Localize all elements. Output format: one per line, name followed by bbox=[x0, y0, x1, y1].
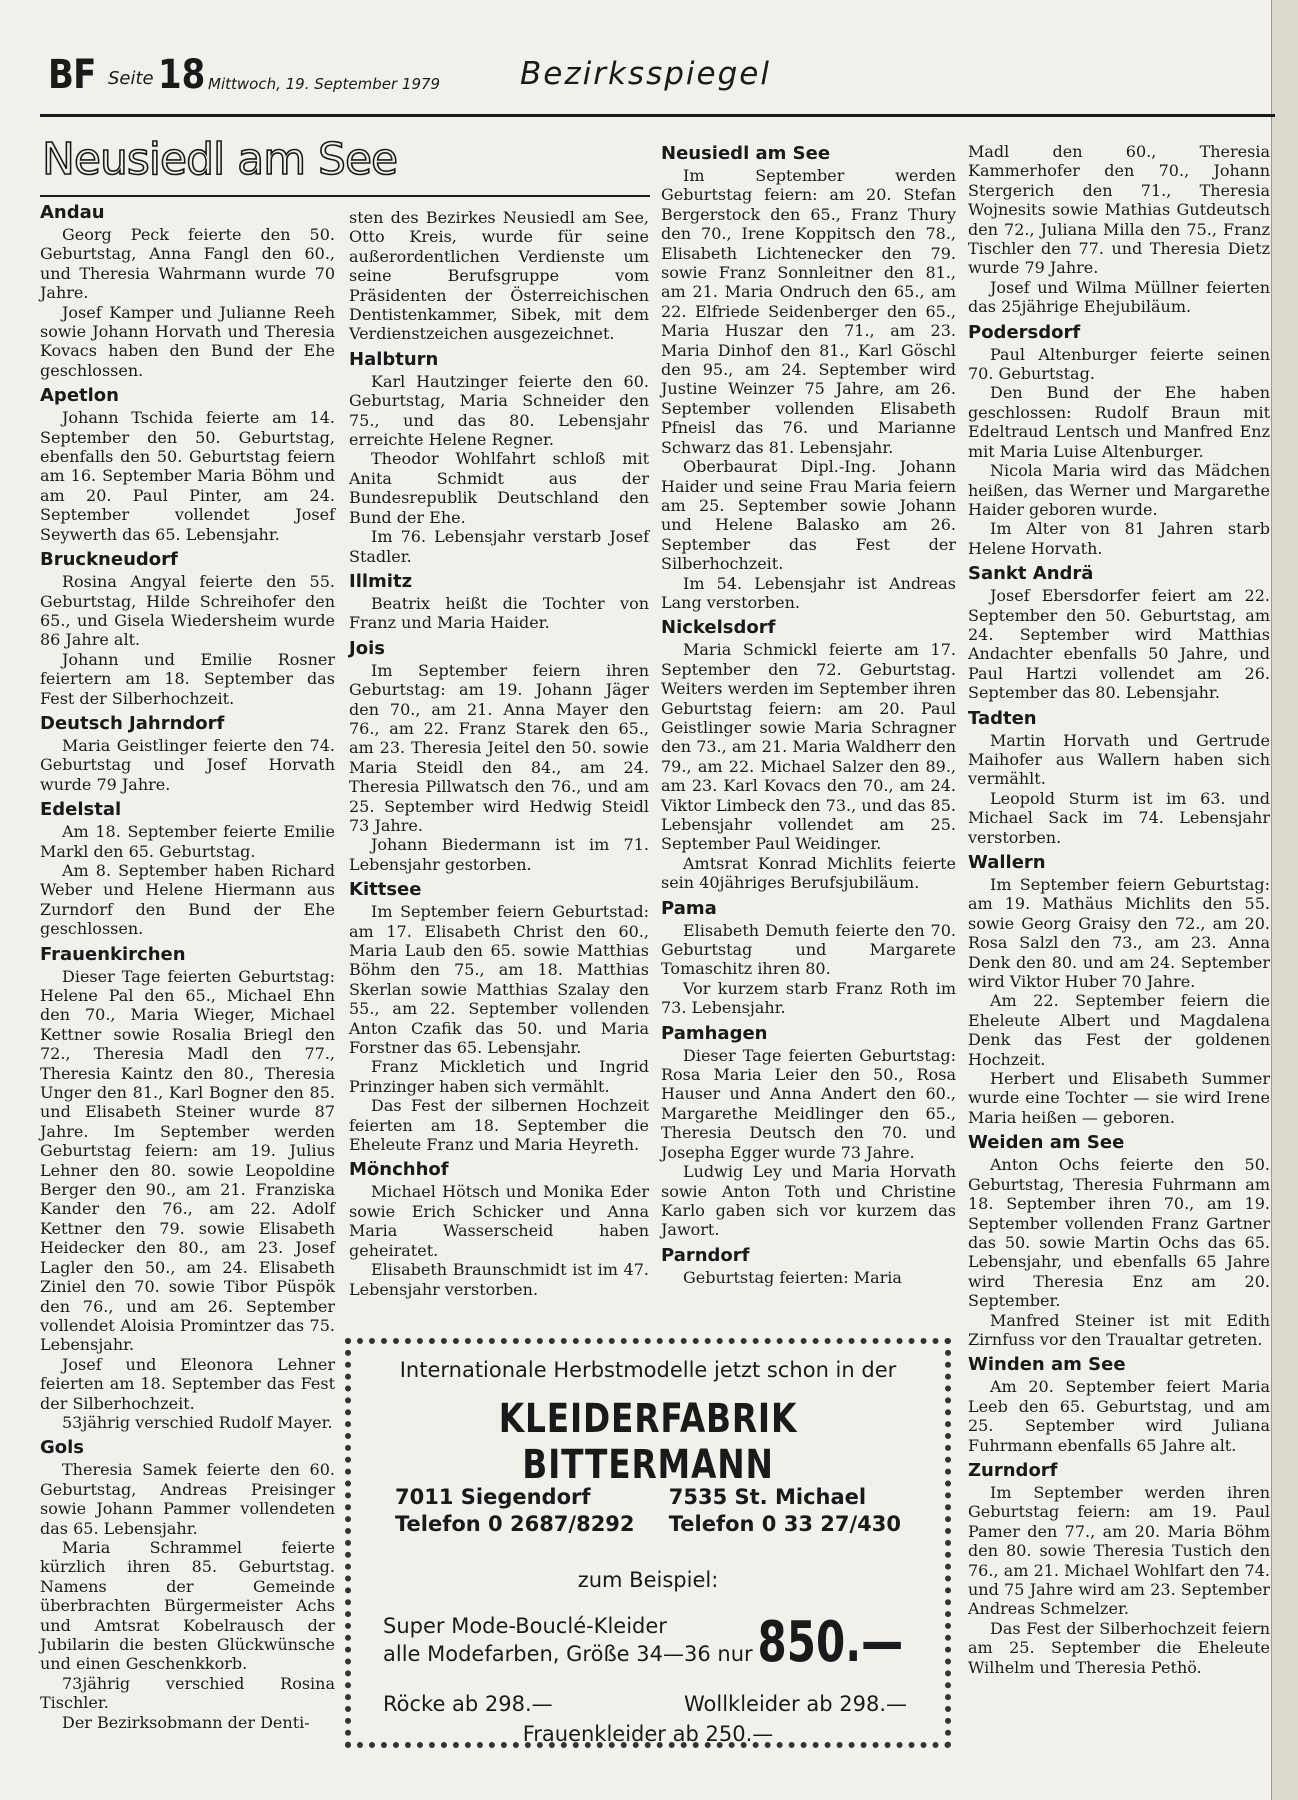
news-paragraph: Im Alter von 81 Jahren starb Helene Horvath. bbox=[968, 519, 1270, 558]
paper-logo: BF bbox=[48, 52, 96, 98]
news-paragraph: Oberbaurat Dipl.-Ing. Johann Haider und seine Frau Maria feiern am 25. September sowie Johann und Helene Balasko am 26. September das Fest der Silberhochzeit. bbox=[661, 457, 956, 574]
place-heading: Jois bbox=[349, 637, 385, 659]
news-paragraph: Maria Geistlinger feierte den 74. Geburtstag und Josef Horvath wurde 79 Jahre. bbox=[40, 735, 335, 794]
ad-price: 850.— bbox=[757, 1610, 903, 1675]
section-title: Bezirksspiegel bbox=[520, 56, 771, 92]
issue-date: Mittwoch, 19. September 1979 bbox=[208, 75, 441, 93]
news-paragraph: Johann Biedermann ist im 71. Lebensjahr gestorben. bbox=[349, 835, 649, 874]
news-paragraph: Franz Mickletich und Ingrid Prinzinger haben sich vermählt. bbox=[349, 1057, 649, 1096]
ad-address-left bbox=[395, 1484, 635, 1538]
news-paragraph: Das Fest der Silberhochzeit feiern am 25. September die Eheleute Wilhelm und Theresia Pethö. bbox=[968, 1618, 1270, 1677]
news-paragraph: Geburtstag feierten: Maria bbox=[683, 1267, 902, 1287]
place-heading: Gols bbox=[40, 1437, 85, 1459]
news-paragraph: Dieser Tage feierten Geburtstag: Helene Pal den 65., Michael Ehn den 70., Maria Wieger, Michael Kettner sowie Rosalia Briegl den 72., Theresia Madl den 77., Theresia Kaintz den 80., Theresia Unger den 81., Karl Bogner den 85. und Elisabeth Steiner wurde 87 Jahre. Im September werden Geburtstag feiern: am 19. Julius Lehner den 80. sowie Leopoldine Berger den 90., am 21. Franziska Kander den 76., am 22. Adolf Kettner den 79. sowie Elisabeth Heidecker den 80., am 23. Josef Lagler den 50., am 24. Elisabeth Ziniel den 70. sowie Tibor Püspök den 76., und am 26. September vollendet Aloisia Promintzer das 75. Lebensjahr. bbox=[40, 966, 335, 1355]
ad-city: 7011 Siegendorf bbox=[395, 1485, 591, 1509]
news-paragraph: Den Bund der Ehe haben geschlossen: Rudolf Braun mit Edeltraud Lentsch und Manfred Enz mit Maria Luise Altenburger. bbox=[968, 383, 1270, 461]
news-paragraph: Josef und Wilma Müllner feierten das 25jährige Ehejubiläum. bbox=[968, 277, 1270, 317]
news-paragraph: Michael Hötsch und Monika Eder sowie Erich Schicker und Anna Maria Wasserscheid haben geheiratet. bbox=[349, 1182, 649, 1260]
news-paragraph: Im September feiern Geburtstag: am 19. Mathäus Michlits den 55. sowie Georg Graisy den 72., am 20. Rosa Salzl den 73., am 23. Anna Denk den 80. und am 24. September wird Viktor Huber 70 Jahre. bbox=[968, 875, 1270, 992]
ad-wool-dresses: Wollkleider ab 298.— bbox=[684, 1692, 907, 1716]
ad-address-right bbox=[669, 1484, 901, 1538]
place-heading: Weiden am See bbox=[968, 1132, 1125, 1154]
place-heading: Frauenkirchen bbox=[40, 943, 186, 965]
place-heading: Pama bbox=[661, 897, 717, 919]
ad-offer-line: alle Modefarben, Größe 34—36 nur bbox=[383, 1642, 753, 1666]
news-paragraph: Beatrix heißt die Tochter von Franz und Maria Haider. bbox=[349, 593, 649, 633]
region-title: Neusiedl am See bbox=[42, 134, 398, 185]
ad-company: KLEIDERFABRIK BITTERMANN bbox=[498, 1396, 798, 1488]
column-1 bbox=[40, 201, 335, 1732]
news-paragraph: Theodor Wohlfahrt schloß mit Anita Schmidt aus der Bundesrepublik Deutschland den Bund der Ehe. bbox=[349, 449, 649, 527]
news-paragraph: Theresia Samek feierte den 60. Geburtstag, Andreas Preisinger sowie Johann Pammer vollendeten das 65. Lebensjahr. bbox=[40, 1460, 335, 1538]
news-paragraph: Johann Tschida feierte am 14. September den 50. Geburtstag, ebenfalls den 50. Geburtstag feiern am 16. September Maria Böhm und am 20. Paul Pinter, am 24. September vollendet Josef Seywerth das 65. Lebensjahr. bbox=[40, 408, 335, 544]
news-paragraph: Josef und Eleonora Lehner feierten am 18. September das Fest der Silberhochzeit. bbox=[40, 1354, 335, 1413]
place-heading: Tadten bbox=[968, 707, 1037, 729]
place-heading: Zurndorf bbox=[968, 1459, 1058, 1481]
news-paragraph: Amtsrat Konrad Michlits feierte sein 40jähriges Berufsjubiläum. bbox=[661, 853, 956, 893]
news-paragraph: Madl den 60., Theresia Kammerhofer den 70., Johann Stergerich den 71., Theresia Wojnesits sowie Mathias Gutdeutsch den 72., Juliana Milla den 75., Franz Tischler den 77. und Theresia Dietz wurde 79 Jahre. bbox=[968, 142, 1270, 278]
news-paragraph: Georg Peck feierte den 50. Geburtstag, Anna Fangl den 60., und Theresia Wahrmann wurde 70 Jahre. bbox=[40, 225, 335, 303]
ad-skirts: Röcke ab 298.— bbox=[383, 1692, 553, 1716]
news-paragraph: Nicola Maria wird das Mädchen heißen, das Werner und Margarethe Haider geboren wurde. bbox=[968, 461, 1270, 519]
news-paragraph: Der Bezirksobmann der Denti- bbox=[62, 1712, 310, 1732]
place-heading: Mönchhof bbox=[349, 1159, 449, 1181]
news-paragraph: Leopold Sturm ist im 63. und Michael Sack im 74. Lebensjahr verstorben. bbox=[968, 788, 1270, 847]
place-heading: Parndorf bbox=[661, 1244, 750, 1266]
news-paragraph: Johann und Emilie Rosner feiertern am 18. September das Fest der Silberhochzeit. bbox=[40, 649, 335, 708]
news-paragraph: Vor kurzem starb Franz Roth im 73. Lebensjahr. bbox=[661, 978, 956, 1018]
news-paragraph: Am 18. September feierte Emilie Markl den 65. Geburtstag. bbox=[40, 822, 335, 861]
news-paragraph: Im 54. Lebensjahr ist Andreas Lang verstorben. bbox=[661, 573, 956, 612]
place-heading: Podersdorf bbox=[968, 321, 1081, 343]
column-3 bbox=[661, 142, 956, 1287]
news-paragraph: Im September werden ihren Geburtstag feiern: am 19. Paul Pamer den 77., am 20. Maria Böhm den 80. sowie Theresia Tustich den 76., am 21. Michael Wohlfart den 74. und 75 Jahre wird am 23. September Andreas Schmelzer. bbox=[968, 1482, 1270, 1619]
ad-womens-dresses: Frauenkleider ab 250.— bbox=[522, 1722, 774, 1746]
column-2 bbox=[349, 208, 649, 1299]
place-heading: Andau bbox=[40, 202, 105, 223]
news-paragraph: Im September feiern ihren Geburtstag: am 19. Johann Jäger den 70., am 21. Anna Mayer den 76., am 22. Franz Starek den 65., am 23. Theresia Jeitel den 50. sowie Maria Steidl den 84., am 24. Theresia Pillwatsch den 76., und am 25. September wird Hedwig Steidl 73 Jahre. bbox=[349, 660, 649, 835]
news-paragraph: Das Fest der silbernen Hochzeit feierten am 18. September die Eheleute Franz und Maria Heyreth. bbox=[349, 1096, 649, 1155]
header-rule bbox=[40, 114, 1275, 117]
place-heading: Wallern bbox=[968, 852, 1046, 873]
page-label: Seite bbox=[108, 68, 154, 89]
advertisement bbox=[345, 1338, 951, 1748]
ad-city: 7535 St. Michael bbox=[668, 1485, 867, 1509]
news-paragraph: Am 8. September haben Richard Weber und Helene Hiermann aus Zurndorf den Bund der Ehe geschlossen. bbox=[40, 860, 335, 939]
place-heading: Halbturn bbox=[349, 348, 439, 370]
news-paragraph: Josef Kamper und Julianne Reeh sowie Johann Horvath und Theresia Kovacs haben den Bund der Ehe geschlossen. bbox=[40, 302, 335, 380]
ad-headline: Internationale Herbstmodelle jetzt schon in der bbox=[399, 1358, 897, 1382]
page-number: 18 bbox=[158, 52, 206, 98]
news-paragraph: Im September feiern Geburtstad: am 17. Elisabeth Christ den 60., Maria Laub den 65. sowie Matthias Böhm den 75., am 18. Matthias Skerlan sowie Matthias Szalay den 55., am 22. September vollenden Anton Czafik das 50. und Maria Forstner das 65. Lebensjahr. bbox=[349, 902, 649, 1058]
news-paragraph: Am 20. September feiert Maria Leeb den 65. Geburtstag, und am 25. September wird Juliana Fuhrmann ebenfalls 65 Jahre alt. bbox=[968, 1377, 1270, 1455]
ad-phone: Telefon 0 33 27/430 bbox=[668, 1512, 901, 1536]
news-paragraph: Dieser Tage feierten Geburtstag: Rosa Maria Leier den 50., Rosa Hauser und Anna Andert den 60., Margarethe Meidlinger den 65., Theresia Deutsch den 70. und Josepha Egger wurde 73 Jahre. bbox=[661, 1045, 956, 1162]
news-paragraph: 53jährig verschied Rudolf Mayer. bbox=[62, 1412, 333, 1432]
news-paragraph: Karl Hautzinger feierte den 60. Geburtstag, Maria Schneider den 75., und das 80. Lebensjahr erreichte Helene Regner. bbox=[349, 371, 649, 450]
news-paragraph: Am 22. September feiern die Eheleute Albert und Magdalena Denk das Fest der goldenen Hochzeit. bbox=[968, 991, 1270, 1069]
place-heading: Sankt Andrä bbox=[968, 563, 1094, 585]
place-heading: Winden am See bbox=[968, 1354, 1126, 1376]
place-heading: Nickelsdorf bbox=[661, 617, 776, 639]
place-heading: Neusiedl am See bbox=[661, 143, 831, 164]
place-heading: Illmitz bbox=[349, 570, 413, 592]
place-heading: Kittsee bbox=[349, 879, 422, 901]
news-paragraph: Im September werden Geburtstag feiern: am 20. Stefan Bergerstock den 65., Franz Thury den 70., Irene Koppitsch den 78., Elisabeth Lichtenecker den 79. sowie Franz Sonnleitner den 81., am 21. Maria Ondruch den 65., am 22. Elfriede Seidenberger den 65., Maria Huszar den 71., am 23. Maria Dinhof den 81., Karl Göschl den 95., am 24. September wird Justine Weinzer 75 Jahre, am 26. September vollenden Elisabeth Pfneisl das 76. und Marianne Schwarz das 81. Lebensjahr. bbox=[661, 166, 956, 457]
news-paragraph: Martin Horvath und Gertrude Maihofer aus Wallern haben sich vermählt. bbox=[968, 730, 1270, 789]
news-paragraph: Im 76. Lebensjahr verstarb Josef Stadler. bbox=[349, 527, 649, 566]
ad-phone: Telefon 0 2687/8292 bbox=[395, 1512, 635, 1536]
news-paragraph: Ludwig Ley und Maria Horvath sowie Anton Toth und Christine Karlo gaben sich vor kurzem das Jawort. bbox=[661, 1162, 956, 1240]
page-spine bbox=[1271, 0, 1298, 1800]
news-paragraph: Manfred Steiner ist mit Edith Zirnfuss vor den Traualtar getreten. bbox=[968, 1310, 1270, 1349]
news-paragraph: sten des Bezirkes Neusiedl am See, Otto Kreis, wurde für seine außerordentlichen Verdienste um seine Berufsgruppe vom Präsidenten der Österreichischen Dentistenkammer, Sibek, mit dem Verdienstzeichen ausgezeichnet. bbox=[349, 208, 649, 344]
masthead bbox=[40, 48, 1275, 98]
column-4 bbox=[968, 142, 1270, 1677]
ad-example-label: zum Beispiel: bbox=[577, 1568, 719, 1592]
news-paragraph: Elisabeth Braunschmidt ist im 47. Lebensjahr verstorben. bbox=[349, 1260, 649, 1299]
place-heading: Apetlon bbox=[40, 385, 119, 407]
news-paragraph: Rosina Angyal feierte den 55. Geburtstag, Hilde Schreihofer den 65., und Gisela Wiedersheim wurde 86 Jahre alt. bbox=[40, 572, 335, 650]
place-heading: Deutsch Jahrndorf bbox=[40, 712, 225, 734]
news-paragraph: Josef Ebersdorfer feiert am 22. September den 50. Geburtstag, am 24. September wird Matthias Andachter ebenfalls 50 Jahre, und Paul Hartzi vollendet am 26. September das 80. Lebensjahr. bbox=[968, 586, 1270, 703]
news-paragraph: 73jährig verschied Rosina Tischler. bbox=[40, 1673, 335, 1713]
news-paragraph: Maria Schmickl feierte am 17. September den 72. Geburtstag. Weiters werden im September ihren Geburtstag feiern: am 20. Paul Geistlinger sowie Maria Schragner den 73., am 21. Maria Waldherr den 79., am 22. Michael Salzer den 89., am 23. Karl Kovacs den 70., am 24. Viktor Limbeck den 73., und das 85. Lebensjahr vollendet am 25. September Paul Weidinger. bbox=[661, 640, 956, 854]
ad-offer-line: Super Mode-Bouclé-Kleider bbox=[383, 1614, 667, 1638]
news-paragraph: Herbert und Elisabeth Summer wurde eine Tochter — sie wird Irene Maria heißen — geboren. bbox=[968, 1069, 1270, 1127]
ad-offer bbox=[383, 1612, 753, 1668]
news-paragraph: Elisabeth Demuth feierte den 70. Geburtstag und Margarete Tomaschitz ihren 80. bbox=[661, 920, 956, 979]
news-paragraph: Paul Altenburger feierte seinen 70. Geburtstag. bbox=[968, 344, 1270, 384]
place-heading: Pamhagen bbox=[661, 1022, 768, 1044]
place-heading: Edelstal bbox=[40, 799, 122, 821]
news-paragraph: Anton Ochs feierte den 50. Geburtstag, Theresia Fuhrmann am 18. September ihren 70., am 19. September vollenden Franz Gartner das 50. sowie Martin Ochs das 65. Lebensjahr, und ebenfalls 65 Jahre wird Theresia Enz am 20. September. bbox=[968, 1155, 1270, 1311]
region-rule bbox=[40, 195, 650, 197]
place-heading: Bruckneudorf bbox=[40, 549, 178, 571]
news-paragraph: Maria Schrammel feierte kürzlich ihren 85. Geburtstag. Namens der Gemeinde überbrachten Bürgermeister Achs und Amtsrat Kobelrausch der Jubilarin die besten Glückwünsche und einen Geschenkkorb. bbox=[40, 1537, 335, 1674]
